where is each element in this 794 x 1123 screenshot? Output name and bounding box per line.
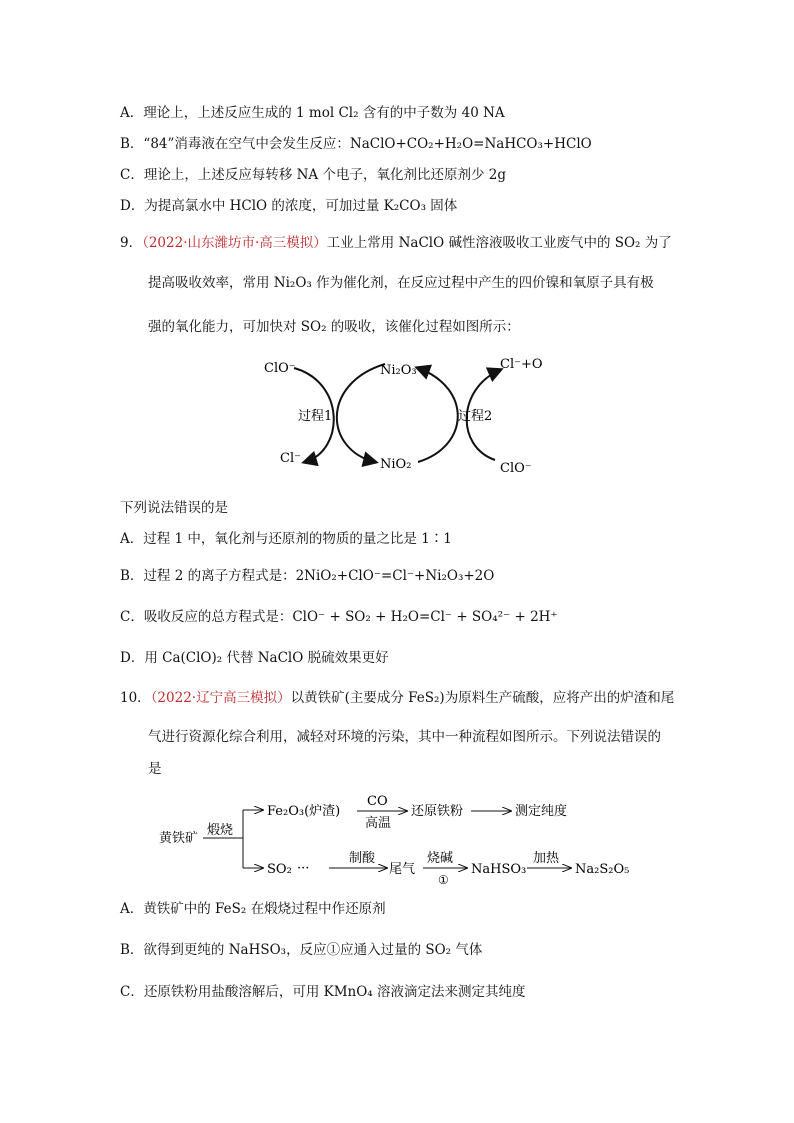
- process2-label: 过程2: [458, 409, 493, 424]
- cl-left-label: Cl⁻: [280, 451, 301, 466]
- q9-stem-line2: 提高吸收效率，常用 Ni₂O₃ 作为催化剂，在反应过程中产生的四价镍和氧原子具有极: [148, 275, 654, 291]
- process2-left-arc: [418, 368, 458, 462]
- q10-number: 10．: [120, 690, 151, 706]
- ni2o3-label: Ni₂O₃: [380, 363, 417, 378]
- q10-option-b: B．欲得到更纯的 NaHSO₃，反应①应通入过量的 SO₂ 气体: [120, 942, 483, 958]
- so2-label: SO₂: [267, 862, 292, 877]
- co-label: CO: [367, 794, 388, 809]
- q9-source: （2022·山东潍坊市·高三模拟）: [142, 235, 327, 251]
- q10-option-a: A．黄铁矿中的 FeS₂ 在煅烧过程中作还原剂: [120, 901, 386, 917]
- caustic-label: 烧碱: [427, 851, 454, 866]
- q10-stem-text: 以黄铁矿(主要成分 FeS₂)为原料生产硫酸，应将产出的炉渣和尾: [290, 690, 675, 706]
- q10-source: （2022·辽宁高三模拟）: [150, 690, 291, 706]
- q9-option-c: C．吸收反应的总方程式是：ClO⁻ + SO₂ + H₂O=Cl⁻ + SO₄²⁻ + 2H⁺: [120, 609, 558, 625]
- process-flow-diagram: [155, 790, 655, 885]
- q10-stem-line3: 是: [148, 761, 162, 777]
- process1-label: 过程1: [298, 409, 333, 424]
- q8-option-a: A．理论上，上述反应生成的 1 mol Cl₂ 含有的中子数为 40 NA: [120, 105, 505, 121]
- nio2-label: NiO₂: [380, 457, 412, 472]
- q9-option-b: B．过程 2 的离子方程式是：2NiO₂+ClO⁻=Cl⁻+Ni₂O₃+2O: [120, 568, 495, 584]
- heat-label: 加热: [533, 851, 560, 866]
- q9-option-a: A．过程 1 中，氧化剂与还原剂的物质的量之比是 1∶1: [120, 531, 452, 547]
- clo-right-label: ClO⁻: [500, 461, 532, 476]
- dots-label: ···: [297, 861, 310, 876]
- fe2o3-label: Fe₂O₃(炉渣): [267, 804, 341, 819]
- q9-number: 9．: [120, 235, 143, 251]
- cl-o-label: Cl⁻+O: [500, 357, 543, 372]
- q10-stem-line1: [120, 689, 674, 707]
- make-acid-label: 制酸: [349, 851, 376, 866]
- step1-label: ①: [438, 873, 449, 885]
- tail-gas-label: 尾气: [389, 862, 416, 877]
- pyrite-label: 黄铁矿: [159, 831, 199, 846]
- q9-stem-text: 工业上常用 NaClO 碱性溶液吸收工业废气中的 SO₂ 为了: [326, 235, 672, 251]
- q8-option-c: C．理论上，上述反应每转移 NA 个电子，氧化剂比还原剂少 2g: [120, 167, 506, 183]
- measure-purity-label: 测定纯度: [515, 804, 568, 819]
- q10-option-c: C．还原铁粉用盐酸溶解后，可用 KMnO₄ 溶液滴定法来测定其纯度: [120, 984, 526, 1000]
- reduced-iron-label: 还原铁粉: [411, 804, 464, 819]
- q9-option-d: D．用 Ca(ClO)₂ 代替 NaClO 脱硫效果更好: [120, 650, 389, 666]
- process1-right-arc: [337, 364, 385, 462]
- q8-option-d: D．为提高氯水中 HClO 的浓度，可加过量 K₂CO₃ 固体: [120, 198, 458, 214]
- nahso3-label: NaHSO₃: [471, 862, 527, 877]
- q9-stem-line1: [120, 234, 672, 252]
- catalytic-cycle-diagram: [250, 350, 550, 480]
- high-temp-label: 高温: [365, 816, 392, 831]
- calcine-label: 煅烧: [207, 823, 234, 838]
- q9-question: 下列说法错误的是: [120, 500, 228, 516]
- q10-stem-line2: 气进行资源化综合利用，减轻对环境的污染，其中一种流程如图所示。下列说法错误的: [148, 729, 661, 745]
- q8-option-b: B．“84”消毒液在空气中会发生反应：NaClO+CO₂+H₂O=NaHCO₃+HClO: [120, 136, 592, 152]
- clo-left-label: ClO⁻: [264, 361, 296, 376]
- na2s2o5-label: Na₂S₂O₅: [575, 862, 630, 877]
- q9-stem-line3: 强的氧化能力，可加快对 SO₂ 的吸收，该催化过程如图所示：: [148, 319, 520, 335]
